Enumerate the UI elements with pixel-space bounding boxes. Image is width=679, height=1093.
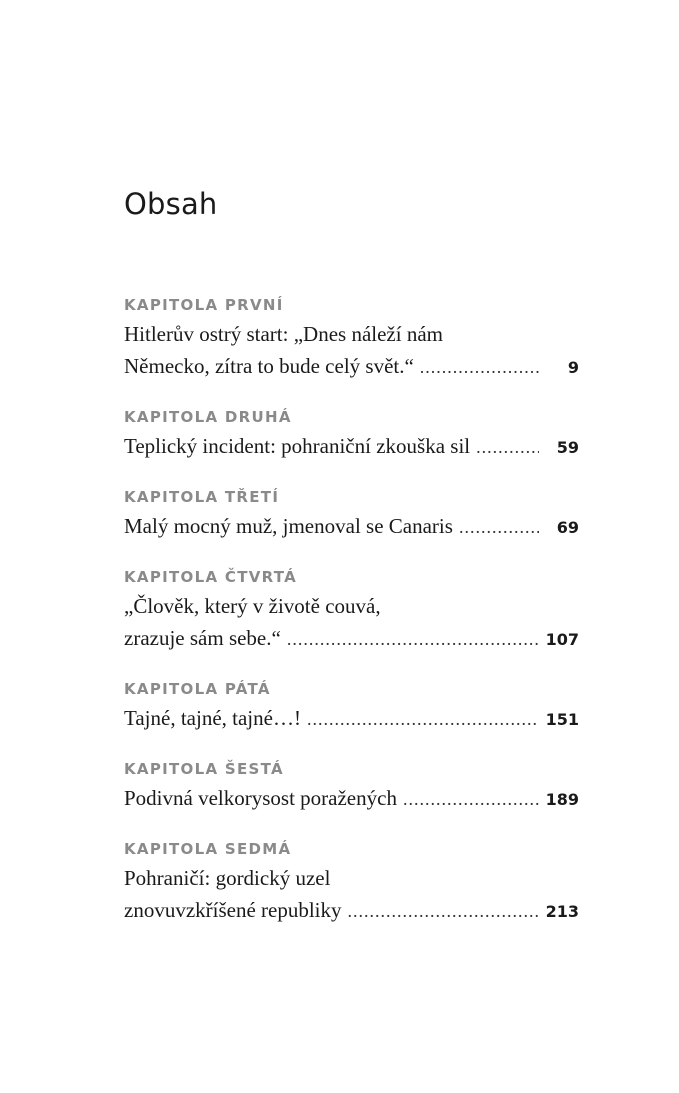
chapter-title-line-last <box>124 622 579 654</box>
page-number: 213 <box>545 902 579 921</box>
chapter-title-line-last <box>124 702 579 734</box>
chapter-title-text: „Člověk, který v životě couvá, <box>124 594 381 618</box>
chapter-label: KAPITOLA PÁTÁ <box>124 680 271 698</box>
chapter-title-text: zrazuje sám sebe.“ <box>124 626 281 650</box>
chapter-title-text: Podivná velkorysost poražených <box>124 786 397 810</box>
chapter-title-line <box>124 862 579 894</box>
chapter-title-text: Pohraničí: gordický uzel <box>124 866 331 890</box>
page-number: 69 <box>556 518 579 537</box>
dot-leader <box>420 351 539 383</box>
dot-leader <box>403 783 539 815</box>
chapter-label: KAPITOLA TŘETÍ <box>124 488 280 506</box>
chapter-title-line-last <box>124 782 579 814</box>
page-number: 9 <box>567 358 579 377</box>
chapter-title-text: Německo, zítra to bude celý svět.“ <box>124 354 414 378</box>
chapter-title-text: Malý mocný muž, jmenoval se Canaris <box>124 514 453 538</box>
chapter-label: KAPITOLA DRUHÁ <box>124 408 292 426</box>
dot-leader <box>287 623 539 655</box>
dot-leader <box>307 703 539 735</box>
chapter-title-text: Hitlerův ostrý start: „Dnes náleží nám <box>124 322 443 346</box>
chapter-title-line-last <box>124 510 579 542</box>
chapter-label: KAPITOLA ČTVRTÁ <box>124 568 298 586</box>
page-number: 189 <box>545 790 579 809</box>
chapter-label: KAPITOLA PRVNÍ <box>124 296 284 314</box>
toc-entry-6[interactable] <box>124 756 579 814</box>
chapter-title-line-last <box>124 894 579 926</box>
chapter-label: KAPITOLA SEDMÁ <box>124 840 292 858</box>
page-number: 151 <box>545 710 579 729</box>
page-title: Obsah <box>124 187 218 221</box>
chapter-label: KAPITOLA ŠESTÁ <box>124 760 284 778</box>
dot-leader <box>348 895 539 927</box>
toc-entry-5[interactable] <box>124 676 579 734</box>
dot-leader <box>476 431 539 463</box>
toc-entry-2[interactable] <box>124 404 579 462</box>
dot-leader <box>459 511 539 543</box>
chapter-title-line-last <box>124 430 579 462</box>
toc-entry-3[interactable] <box>124 484 579 542</box>
chapter-title-line <box>124 590 579 622</box>
toc-entry-4[interactable] <box>124 564 579 654</box>
chapter-title-text: znovuvzkříšené republiky <box>124 898 342 922</box>
chapter-title-line-last <box>124 350 579 382</box>
page-number: 59 <box>556 438 579 457</box>
chapter-title-line <box>124 318 579 350</box>
page-number: 107 <box>545 630 579 649</box>
chapter-title-text: Teplický incident: pohraniční zkouška sil <box>124 434 471 458</box>
toc-entry-1[interactable] <box>124 292 579 382</box>
chapter-title-text: Tajné, tajné, tajné…! <box>124 706 301 730</box>
table-of-contents <box>124 292 579 926</box>
toc-entry-7[interactable] <box>124 836 579 926</box>
